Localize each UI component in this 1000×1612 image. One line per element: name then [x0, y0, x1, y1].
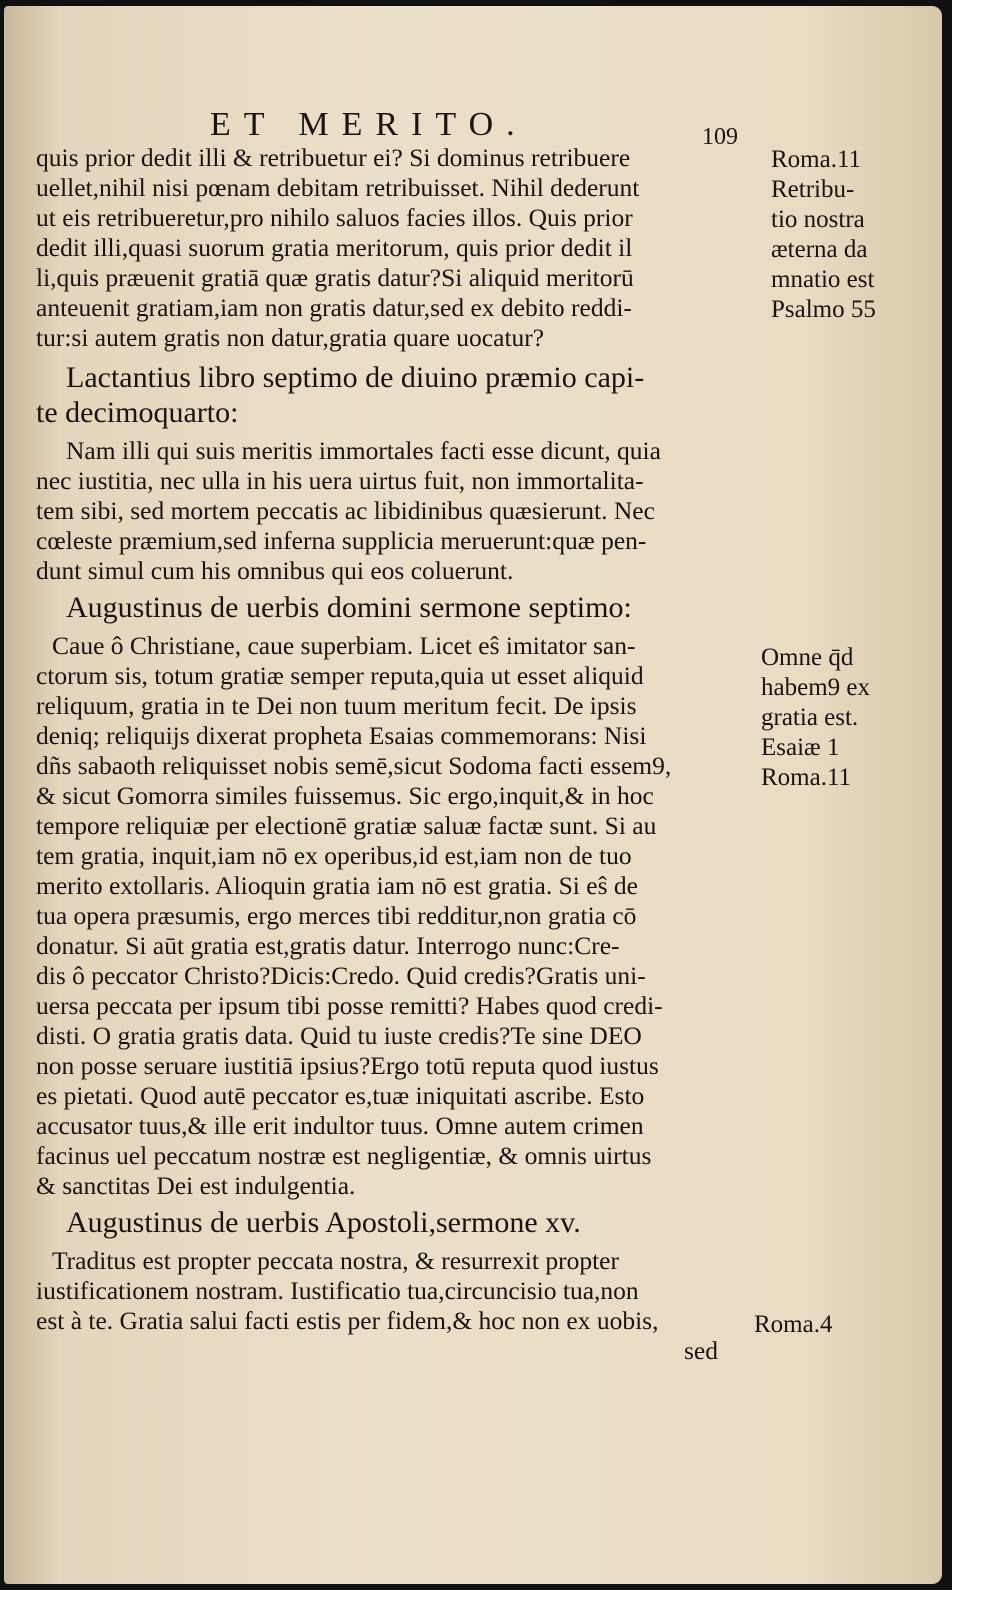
margin-note: Roma.11 — [771, 146, 862, 173]
body-line: Caue ô Christiane, caue superbiam. Licet eŝ imitator san- — [52, 631, 636, 660]
section-heading: Augustinus de uerbis Apostoli,sermone xv. — [66, 1206, 581, 1239]
body-line: & sanctitas Dei est indulgentia. — [36, 1171, 356, 1200]
body-line: accusator tuus,& ille erit indultor tuus. Omne autem crimen — [36, 1111, 644, 1140]
body-line: dedit illi,quasi suorum gratia meritorum, quis prior dedit il — [36, 233, 633, 262]
body-line: tempore reliquiæ per electionē gratiæ saluæ factæ sunt. Si au — [36, 811, 657, 840]
body-line: tur:si autem gratis non datur,gratia quare uocatur? — [36, 323, 545, 352]
body-line: nec iustitia, nec ulla in his uera uirtus fuit, non immortalita- — [36, 466, 644, 495]
body-line: anteuenit gratiam,iam non gratis datur,sed ex debito reddi- — [36, 293, 632, 322]
body-line: dis ô peccator Christo?Dicis:Credo. Quid credis?Gratis uni- — [36, 961, 646, 990]
body-line: uersa peccata per ipsum tibi posse remitti? Habes quod credi- — [36, 991, 663, 1020]
section-heading: Lactantius libro septimo de diuino præmio capi- — [66, 361, 645, 394]
body-line: Traditus est propter peccata nostra, & resurrexit propter — [52, 1246, 619, 1275]
margin-note: Retribu- — [771, 176, 855, 203]
body-line: li,quis præuenit gratiā quæ gratis datur?Si aliquid meritorū — [36, 263, 634, 292]
margin-note: gratia est. — [761, 704, 859, 731]
margin-note: tio nostra — [771, 206, 865, 233]
body-line: tem gratia, inquit,iam nō ex operibus,id est,iam non de tuo — [36, 841, 632, 870]
body-line: quis prior dedit illi & retribuetur ei? Si dominus retribuere — [36, 143, 631, 172]
margin-note: habem9 ex — [761, 674, 870, 701]
body-line: es pietati. Quod autē peccator es,tuæ iniquitati ascribe. Esto — [36, 1081, 645, 1110]
section-heading: Augustinus de uerbis domini sermone septimo: — [66, 591, 632, 624]
margin-note: Roma.4 — [754, 1311, 833, 1338]
body-line: uellet,nihil nisi pœnam debitam retribuisset. Nihil dederunt — [36, 173, 640, 202]
body-line: & sicut Gomorra similes fuissemus. Sic ergo,inquit,& in hoc — [36, 781, 654, 810]
body-line: ut eis retribueretur,pro nihilo saluos facies illos. Quis prior — [36, 203, 633, 232]
body-line: donatur. Si aūt gratia est,gratis datur. Interrogo nunc:Cre- — [36, 931, 620, 960]
body-line: reliquum, gratia in te Dei non tuum meritum fecit. De ipsis — [36, 691, 637, 720]
margin-note: Roma.11 — [761, 764, 852, 791]
section-heading: te decimoquarto: — [36, 396, 239, 429]
body-line: merito extollaris. Alioquin gratia iam nō est gratia. Si eŝ de — [36, 871, 638, 900]
catchword: sed — [684, 1336, 718, 1365]
book-page — [4, 6, 942, 1584]
margin-note: Esaiæ 1 — [761, 734, 840, 761]
body-line: non posse seruare iustitiā ipsius?Ergo totū reputa quod iustus — [36, 1051, 659, 1080]
running-head: ET MERITO. — [210, 106, 528, 143]
margin-note: æterna da — [771, 236, 868, 263]
page-number: 109 — [702, 124, 738, 150]
body-line: iustificationem nostram. Iustificatio tua,circuncisio tua,non — [36, 1276, 639, 1305]
body-line: Nam illi qui suis meritis immortales facti esse dicunt, quia — [66, 436, 661, 465]
body-line: est à te. Gratia salui facti estis per fidem,& hoc non ex uobis, — [36, 1306, 659, 1335]
body-line: tem sibi, sed mortem peccatis ac libidinibus quæsierunt. Nec — [36, 496, 655, 525]
margin-note: Psalmo 55 — [771, 296, 876, 323]
body-line: deniq; reliquijs dixerat propheta Esaias commemorans: Nisi — [36, 721, 647, 750]
body-line: tua opera præsumis, ergo merces tibi redditur,non gratia cō — [36, 901, 637, 930]
body-line: ctorum sis, totum gratiæ semper reputa,quia ut esset aliquid — [36, 661, 644, 690]
body-line: facinus uel peccatum nostræ est negligentiæ, & omnis uirtus — [36, 1141, 652, 1170]
body-line: cœleste præmium,sed inferna supplicia meruerunt:quæ pen- — [36, 526, 647, 555]
margin-note: mnatio est — [771, 266, 875, 293]
margin-note: Omne q̄d — [761, 644, 854, 671]
body-line: disti. O gratia gratis data. Quid tu iuste credis?Te sine DEO — [36, 1021, 642, 1050]
body-line: dñs sabaoth reliquisset nobis semē,sicut Sodoma facti essem9, — [36, 751, 672, 780]
body-line: dunt simul cum his omnibus qui eos coluerunt. — [36, 556, 514, 585]
